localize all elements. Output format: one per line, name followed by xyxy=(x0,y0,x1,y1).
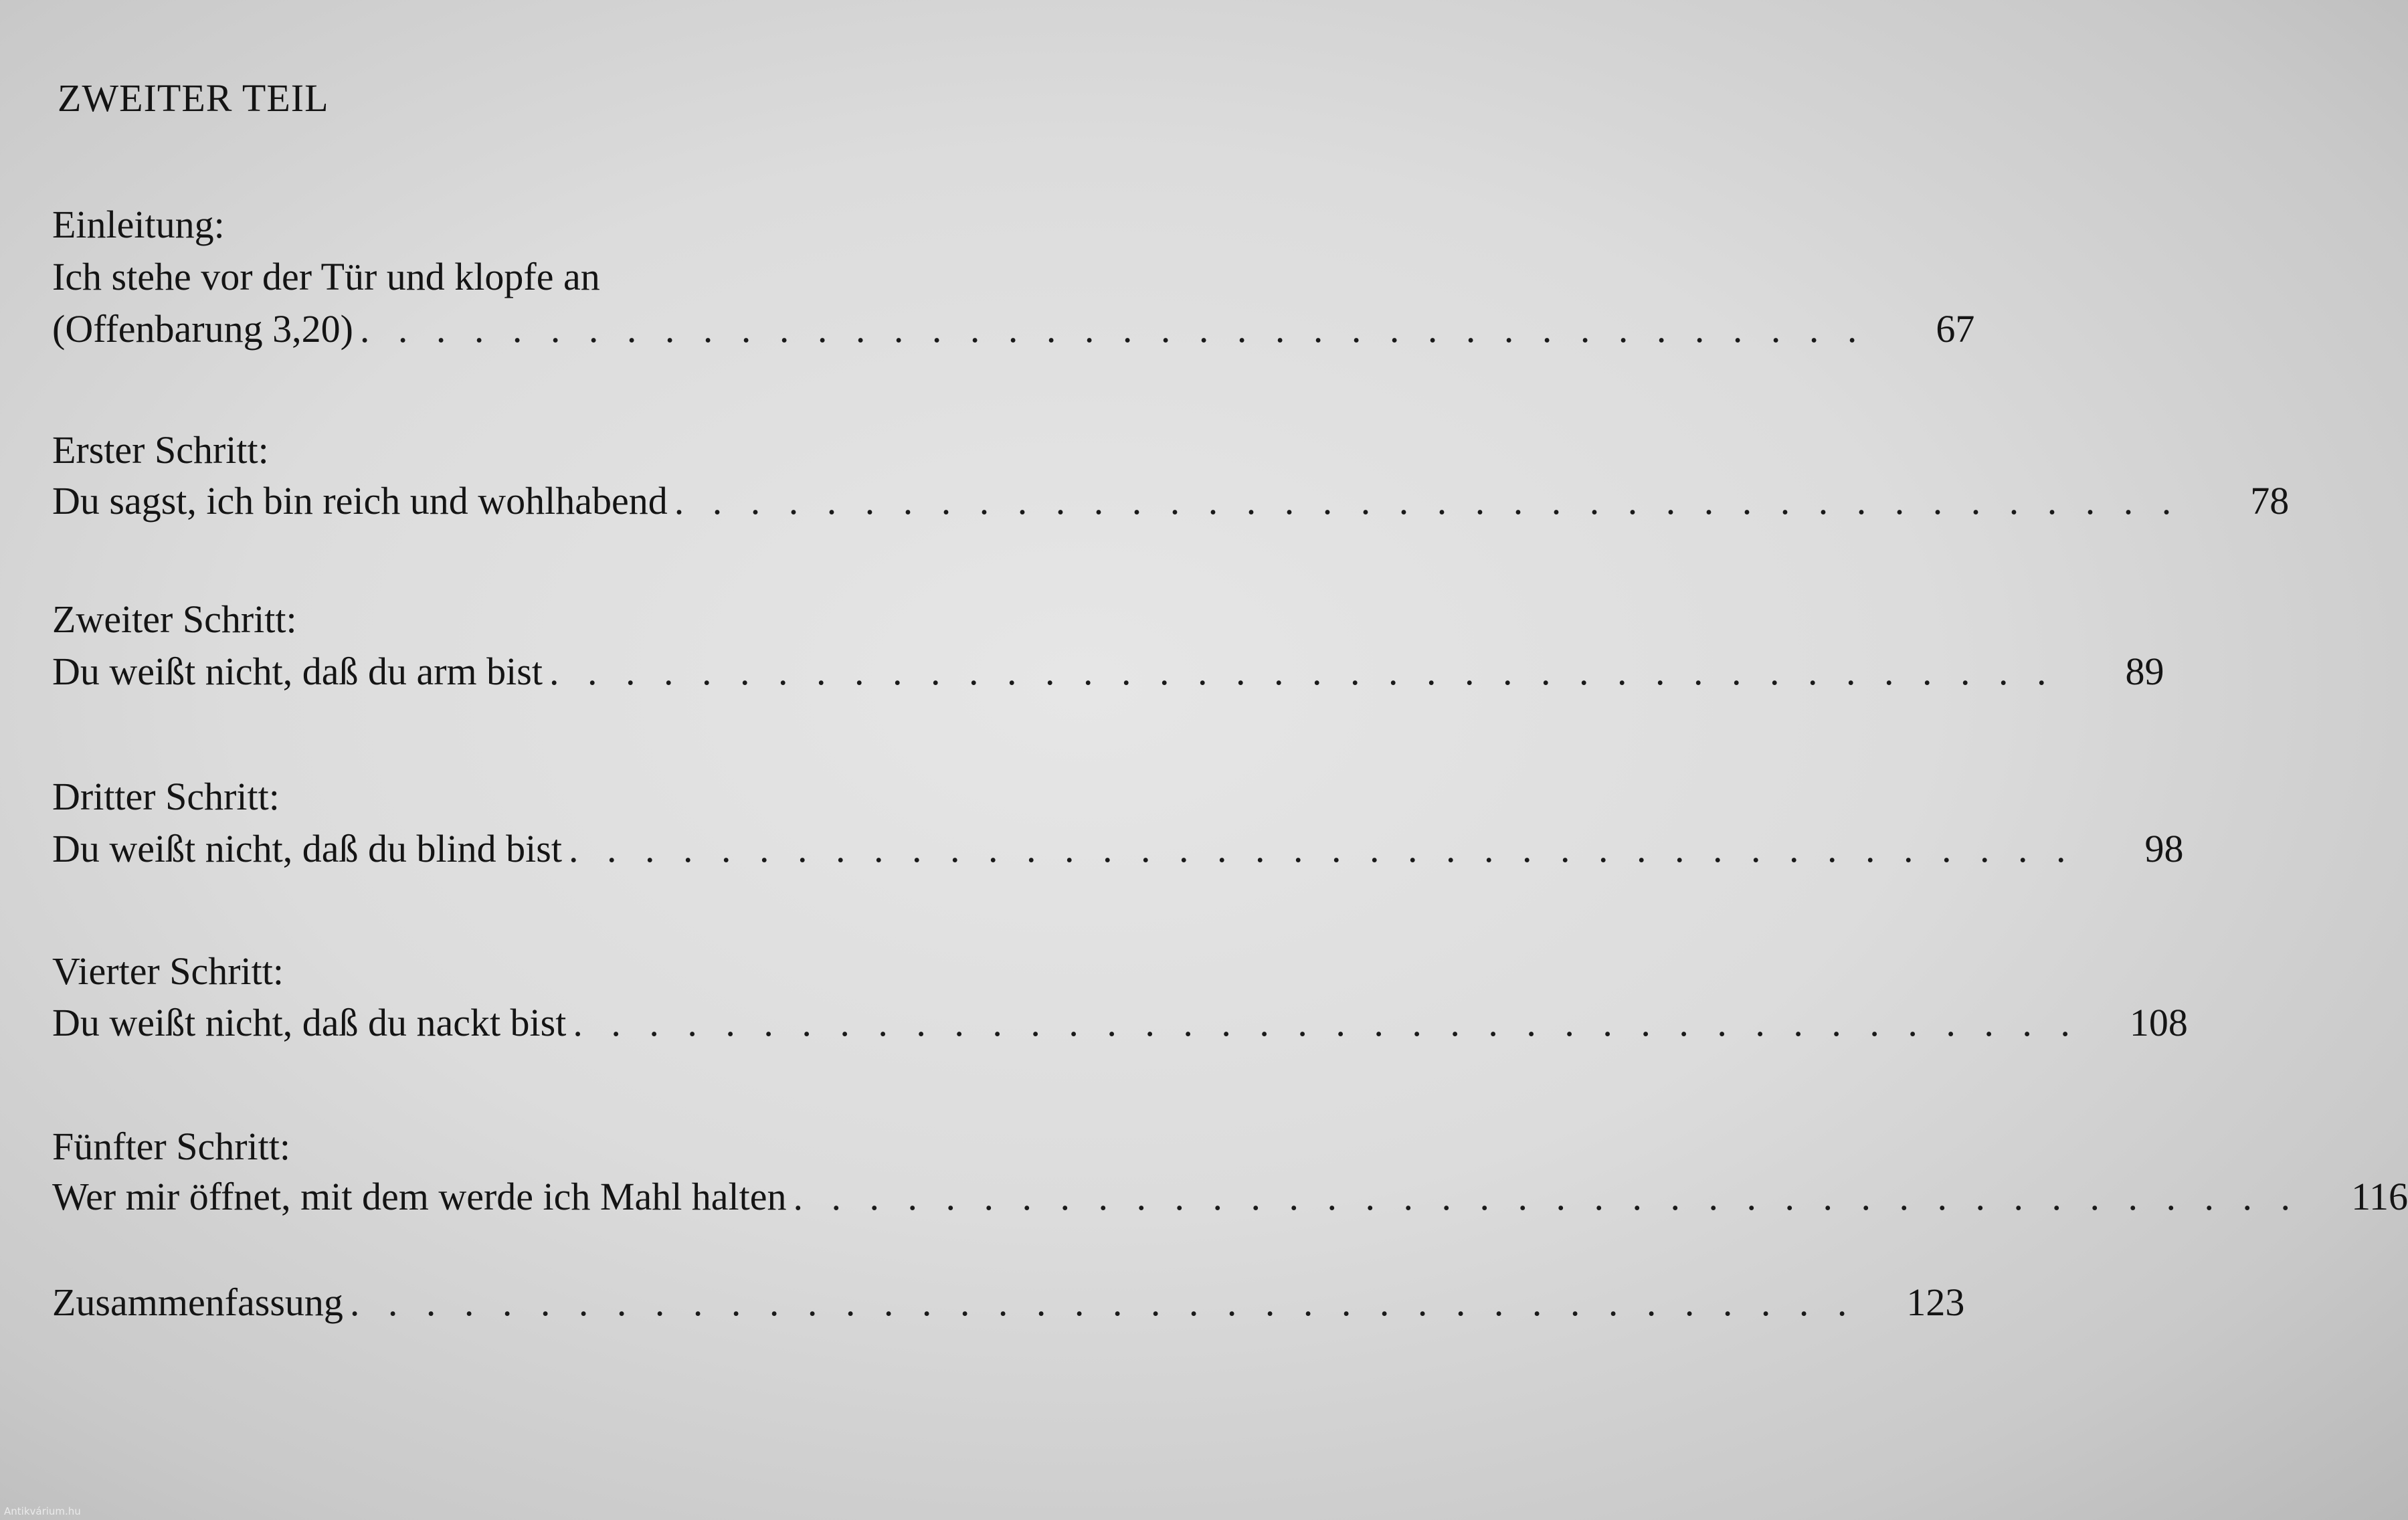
page-number: 78 xyxy=(2250,479,2290,522)
dot-leader: . . . . . . . . . . . . . . . . . . . . . . . . . . . . . . . . . . . . . . . . xyxy=(674,479,2181,522)
toc-entry-text: Du weißt nicht, daß du arm bist xyxy=(52,650,543,693)
toc-entry-vierter-schritt[interactable] xyxy=(52,1001,2188,1046)
page-number: 98 xyxy=(2144,827,2184,870)
toc-entry-zweiter-schritt[interactable] xyxy=(52,650,2164,695)
toc-entry-erster-schritt[interactable] xyxy=(52,479,2290,525)
toc-entry-einleitung[interactable] xyxy=(52,307,1975,353)
page-number: 116 xyxy=(2351,1175,2408,1218)
toc-entry-dritter-schritt[interactable] xyxy=(52,827,2184,872)
toc-entry-text: Du sagst, ich bin reich und wohlhabend xyxy=(52,479,668,522)
toc-entry-fuenfter-schritt[interactable] xyxy=(52,1175,2408,1220)
dot-leader: . . . . . . . . . . . . . . . . . . . . . . . . . . . . . . . . . . . . . . . . xyxy=(359,307,1867,351)
toc-heading-einleitung: Einleitung: xyxy=(52,203,225,246)
dot-leader: . . . . . . . . . . . . . . . . . . . . . . . . . . . . . . . . . . . . . . . . xyxy=(349,1280,1857,1324)
toc-entry-zusammenfassung[interactable] xyxy=(52,1280,1965,1326)
section-title: ZWEITER TEIL xyxy=(58,76,329,120)
toc-heading-dritter-schritt: Dritter Schritt: xyxy=(52,775,280,818)
dot-leader: . . . . . . . . . . . . . . . . . . . . . . . . . . . . . . . . . . . . . . . . xyxy=(573,1001,2079,1044)
toc-heading-fuenfter-schritt: Fünfter Schritt: xyxy=(52,1125,291,1168)
toc-heading-vierter-schritt: Vierter Schritt: xyxy=(52,949,284,993)
toc-heading-zweiter-schritt: Zweiter Schritt: xyxy=(52,597,297,641)
toc-entry-text: Wer mir öffnet, mit dem werde ich Mahl halten xyxy=(52,1175,787,1218)
toc-subtitle-einleitung: Ich stehe vor der Tür und klopfe an xyxy=(52,255,600,298)
toc-heading-erster-schritt: Erster Schritt: xyxy=(52,428,269,472)
dot-leader: . . . . . . . . . . . . . . . . . . . . . . . . . . . . . . . . . . . . . . . . xyxy=(549,650,2056,693)
dot-leader: . . . . . . . . . . . . . . . . . . . . . . . . . . . . . . . . . . . . . . . . xyxy=(793,1175,2300,1218)
watermark: Antikvárium.hu xyxy=(4,1505,81,1517)
page-number: 89 xyxy=(2125,650,2164,693)
page-number: 123 xyxy=(1906,1280,1965,1324)
toc-entry-text: Du weißt nicht, daß du blind bist xyxy=(52,827,562,870)
page-number: 108 xyxy=(2129,1001,2188,1044)
toc-entry-text: (Offenbarung 3,20) xyxy=(52,307,353,351)
page-number: 67 xyxy=(1936,307,1975,351)
dot-leader: . . . . . . . . . . . . . . . . . . . . . . . . . . . . . . . . . . . . . . . . xyxy=(569,827,2075,870)
toc-entry-text: Zusammenfassung xyxy=(52,1280,343,1324)
toc-entry-text: Du weißt nicht, daß du nackt bist xyxy=(52,1001,567,1044)
